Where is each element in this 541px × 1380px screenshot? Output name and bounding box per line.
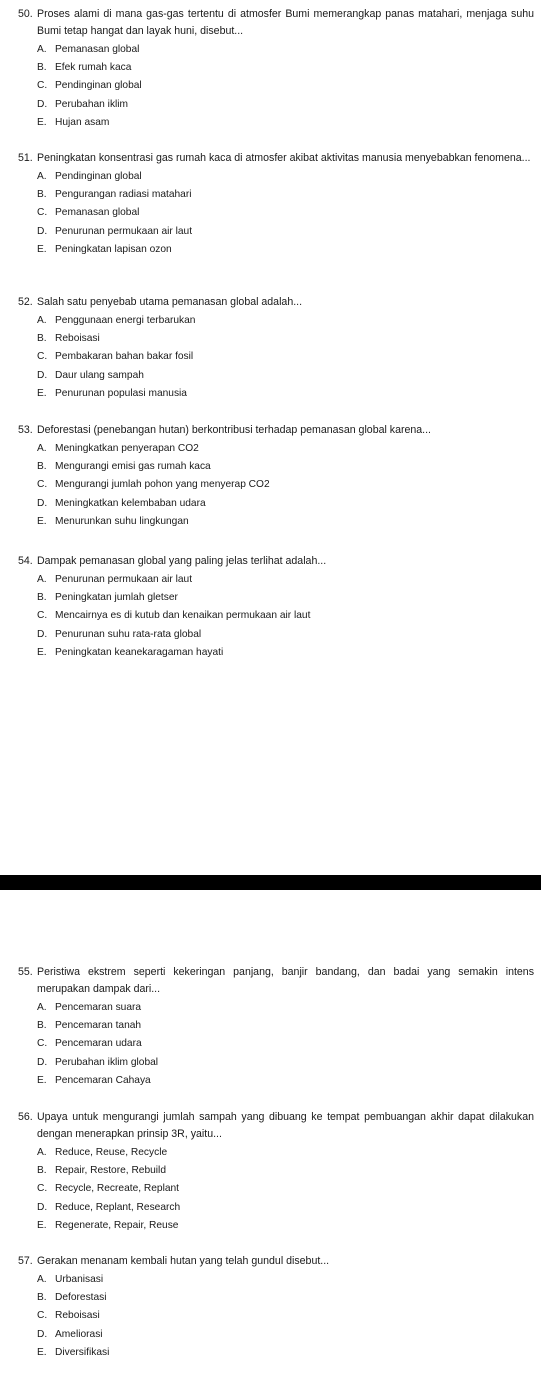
option-b[interactable]	[37, 1289, 534, 1307]
question-stem	[18, 1109, 534, 1143]
answer-options	[18, 999, 534, 1090]
option-text: Diversifikasi	[55, 1346, 110, 1358]
option-letter: D.	[37, 1056, 48, 1068]
option-letter: D.	[37, 1201, 48, 1213]
option-letter: E.	[37, 243, 47, 255]
option-e[interactable]	[37, 1217, 534, 1235]
option-letter: A.	[37, 1274, 47, 1285]
option-letter: D.	[37, 628, 48, 640]
question-51	[18, 150, 534, 259]
option-c[interactable]	[37, 476, 534, 494]
question-stem	[18, 1253, 534, 1270]
option-text: Peningkatan jumlah gletser	[55, 592, 178, 604]
answer-options	[18, 571, 534, 662]
option-d[interactable]	[37, 626, 534, 644]
question-57	[18, 1253, 534, 1362]
option-e[interactable]	[37, 241, 534, 259]
question-text: Dampak pemanasan global yang paling jelas terlihat adalah...	[37, 555, 327, 567]
option-a[interactable]	[37, 168, 534, 186]
option-text: Meningkatkan penyerapan CO2	[55, 443, 199, 454]
option-a[interactable]	[37, 571, 534, 589]
question-stem	[18, 422, 534, 439]
option-d[interactable]	[37, 1326, 534, 1344]
question-text: Deforestasi (penebangan hutan) berkontribusi terhadap pemanasan global karena...	[37, 424, 431, 436]
option-c[interactable]	[37, 1180, 534, 1198]
question-text: Peristiwa ekstrem seperti kekeringan panjang, banjir bandang, dan badai yang semakin intens merupakan dampak dari...	[37, 966, 534, 995]
option-b[interactable]	[37, 186, 534, 204]
question-number: 54.	[18, 555, 33, 567]
option-text: Efek rumah kaca	[55, 62, 132, 74]
option-a[interactable]	[37, 312, 534, 330]
option-b[interactable]	[37, 1162, 534, 1180]
option-letter: C.	[37, 1183, 48, 1195]
option-letter: D.	[37, 225, 48, 237]
option-text: Urbanisasi	[55, 1274, 104, 1285]
option-text: Reboisasi	[55, 333, 100, 345]
option-text: Pencemaran Cahaya	[55, 1074, 151, 1086]
option-letter: E.	[37, 1074, 47, 1086]
option-letter: D.	[37, 98, 48, 110]
question-52	[18, 294, 534, 403]
question-text: Salah satu penyebab utama pemanasan global adalah...	[37, 296, 303, 308]
option-b[interactable]	[37, 330, 534, 348]
option-text: Pengurangan radiasi matahari	[55, 189, 192, 201]
option-d[interactable]	[37, 1054, 534, 1072]
option-letter: E.	[37, 646, 47, 658]
option-text: Mengurangi jumlah pohon yang menyerap CO2	[55, 479, 270, 491]
option-text: Reduce, Replant, Research	[55, 1201, 181, 1213]
option-text: Meningkatkan kelembaban udara	[55, 497, 206, 509]
option-a[interactable]	[37, 999, 534, 1017]
option-c[interactable]	[37, 348, 534, 366]
option-letter: C.	[37, 351, 48, 363]
option-letter: A.	[37, 171, 47, 182]
question-number: 56.	[18, 1111, 33, 1123]
option-text: Recycle, Recreate, Replant	[55, 1183, 180, 1195]
option-letter: B.	[37, 1292, 47, 1304]
option-text: Pendinginan global	[55, 80, 142, 92]
option-text: Daur ulang sampah	[55, 369, 144, 381]
option-text: Regenerate, Repair, Reuse	[55, 1219, 179, 1231]
option-letter: A.	[37, 574, 47, 585]
option-text: Pencemaran udara	[55, 1038, 142, 1050]
answer-options	[18, 440, 534, 531]
option-text: Penggunaan energi terbarukan	[55, 315, 196, 326]
option-text: Peningkatan keanekaragaman hayati	[55, 646, 224, 658]
option-text: Pembakaran bahan bakar fosil	[55, 351, 194, 363]
option-e[interactable]	[37, 1344, 534, 1362]
option-text: Pemanasan global	[55, 44, 140, 55]
option-letter: B.	[37, 62, 47, 74]
question-stem	[18, 964, 534, 998]
option-letter: A.	[37, 315, 47, 326]
option-a[interactable]	[37, 1144, 534, 1162]
option-text: Perubahan iklim	[55, 98, 129, 110]
option-letter: B.	[37, 461, 47, 473]
question-number: 55.	[18, 966, 33, 978]
question-54	[18, 553, 534, 662]
option-letter: E.	[37, 387, 47, 399]
option-text: Menurunkan suhu lingkungan	[55, 515, 189, 527]
option-b[interactable]	[37, 59, 534, 77]
question-text: Gerakan menanam kembali hutan yang telah gundul disebut...	[37, 1255, 330, 1267]
option-text: Mencairnya es di kutub dan kenaikan permukaan air laut	[55, 610, 311, 622]
option-letter: C.	[37, 80, 48, 92]
question-number: 53.	[18, 424, 33, 436]
option-letter: E.	[37, 1346, 47, 1358]
option-c[interactable]	[37, 204, 534, 222]
option-text: Reboisasi	[55, 1310, 100, 1322]
question-stem	[18, 553, 534, 570]
option-c[interactable]	[37, 1035, 534, 1053]
option-letter: D.	[37, 1328, 48, 1340]
option-letter: C.	[37, 1038, 48, 1050]
question-stem	[18, 150, 534, 167]
question-stem	[18, 294, 534, 311]
question-55	[18, 964, 534, 1090]
option-d[interactable]	[37, 96, 534, 114]
option-text: Pencemaran suara	[55, 1002, 142, 1013]
page-divider	[0, 875, 541, 890]
option-e[interactable]	[37, 644, 534, 662]
option-c[interactable]	[37, 77, 534, 95]
option-e[interactable]	[37, 385, 534, 403]
question-text: Proses alami di mana gas-gas tertentu di atmosfer Bumi memerangkap panas matahari, menjaga suhu Bumi tetap hangat dan layak huni, disebut...	[37, 8, 534, 37]
option-e[interactable]	[37, 114, 534, 132]
option-text: Perubahan iklim global	[55, 1056, 159, 1068]
option-letter: C.	[37, 207, 48, 219]
option-letter: C.	[37, 479, 48, 491]
option-text: Penurunan populasi manusia	[55, 387, 187, 399]
option-letter: A.	[37, 443, 47, 454]
option-text: Penurunan suhu rata-rata global	[55, 628, 202, 640]
option-letter: B.	[37, 1020, 47, 1032]
question-56	[18, 1109, 534, 1235]
option-c[interactable]	[37, 1307, 534, 1325]
option-letter: C.	[37, 1310, 48, 1322]
option-d[interactable]	[37, 223, 534, 241]
option-a[interactable]	[37, 1271, 534, 1289]
question-text: Peningkatan konsentrasi gas rumah kaca di atmosfer akibat aktivitas manusia menyebabkan fenomena...	[37, 152, 531, 164]
option-a[interactable]	[37, 440, 534, 458]
option-e[interactable]	[37, 513, 534, 531]
option-letter: B.	[37, 333, 47, 345]
option-text: Penurunan permukaan air laut	[55, 225, 193, 237]
option-text: Pemanasan global	[55, 207, 140, 219]
option-text: Ameliorasi	[55, 1328, 103, 1340]
option-letter: A.	[37, 1147, 47, 1158]
option-text: Pencemaran tanah	[55, 1020, 142, 1032]
option-letter: E.	[37, 116, 47, 128]
option-letter: D.	[37, 497, 48, 509]
option-d[interactable]	[37, 1199, 534, 1217]
option-letter: D.	[37, 369, 48, 381]
option-b[interactable]	[37, 589, 534, 607]
option-a[interactable]	[37, 41, 534, 59]
question-number: 52.	[18, 296, 33, 308]
option-letter: A.	[37, 44, 47, 55]
option-d[interactable]	[37, 367, 534, 385]
option-letter: C.	[37, 610, 48, 622]
option-text: Penurunan permukaan air laut	[55, 574, 193, 585]
option-text: Pendinginan global	[55, 171, 142, 182]
question-53	[18, 422, 534, 531]
answer-options	[18, 168, 534, 259]
option-text: Deforestasi	[55, 1292, 107, 1304]
option-e[interactable]	[37, 1072, 534, 1090]
option-text: Reduce, Reuse, Recycle	[55, 1147, 168, 1158]
option-letter: E.	[37, 1219, 47, 1231]
option-c[interactable]	[37, 607, 534, 625]
option-text: Mengurangi emisi gas rumah kaca	[55, 461, 211, 473]
answer-options	[18, 312, 534, 403]
answer-options	[18, 1144, 534, 1235]
option-text: Hujan asam	[55, 116, 110, 128]
option-text: Repair, Restore, Rebuild	[55, 1165, 166, 1177]
question-stem	[18, 6, 534, 40]
option-letter: E.	[37, 515, 47, 527]
question-number: 50.	[18, 8, 33, 20]
option-b[interactable]	[37, 458, 534, 476]
option-letter: B.	[37, 1165, 47, 1177]
question-number: 51.	[18, 152, 33, 164]
option-letter: A.	[37, 1002, 47, 1013]
answer-options	[18, 1271, 534, 1362]
option-d[interactable]	[37, 495, 534, 513]
question-text: Upaya untuk mengurangi jumlah sampah yang dibuang ke tempat pembuangan akhir dapat dilakukan dengan menerapkan prinsip 3R, yaitu...	[37, 1111, 534, 1140]
option-b[interactable]	[37, 1017, 534, 1035]
question-50	[18, 6, 534, 132]
option-letter: B.	[37, 189, 47, 201]
answer-options	[18, 41, 534, 132]
question-number: 57.	[18, 1255, 33, 1267]
option-text: Peningkatan lapisan ozon	[55, 243, 172, 255]
option-letter: B.	[37, 592, 47, 604]
